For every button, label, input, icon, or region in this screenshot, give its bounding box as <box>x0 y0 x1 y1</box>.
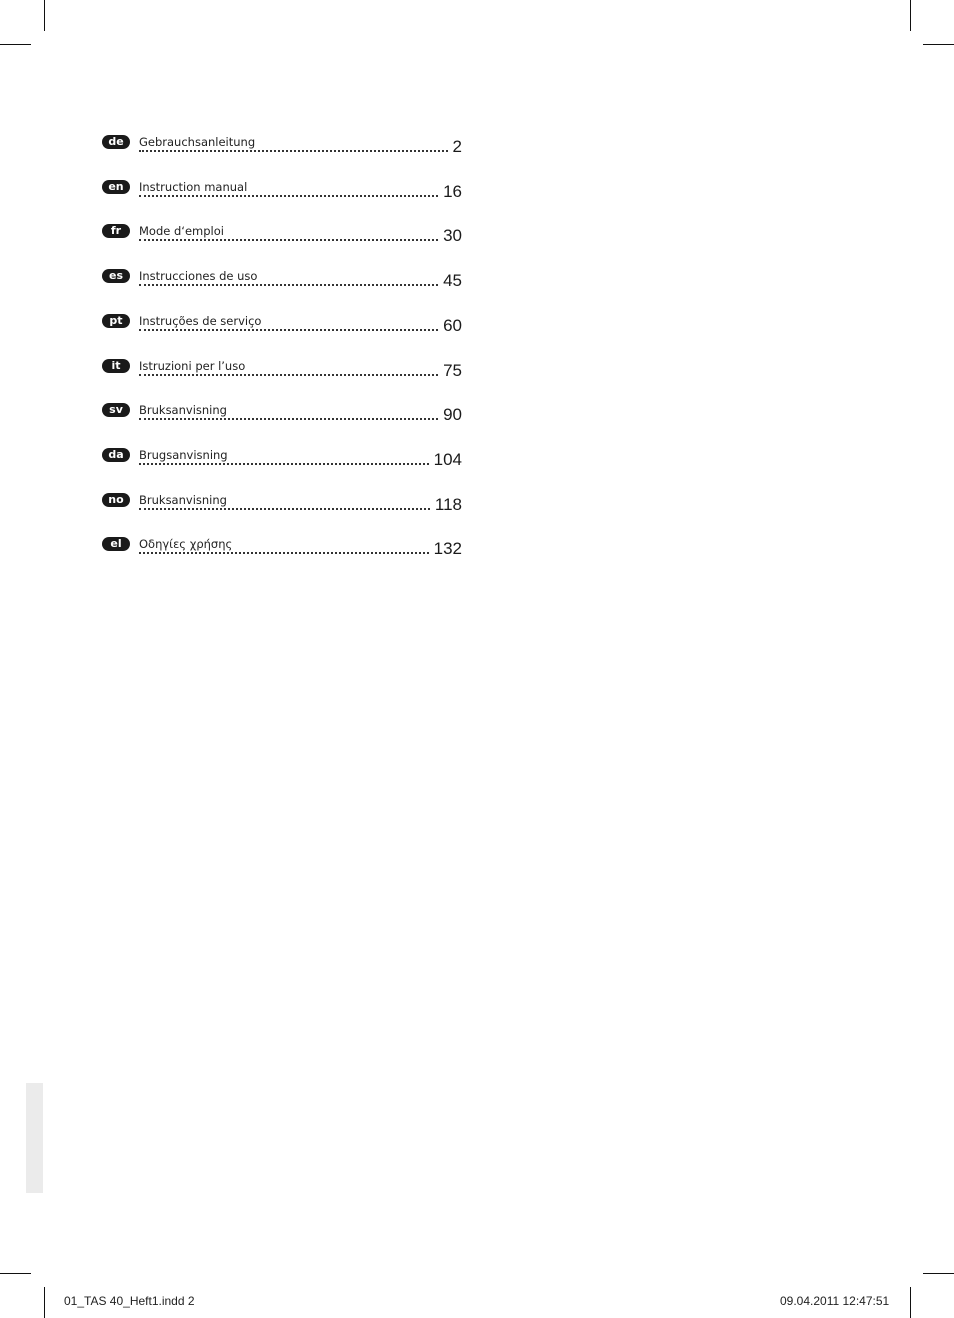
footer-file-info: 01_TAS 40_Heft1.indd 2 <box>64 1294 195 1308</box>
toc-entry-no[interactable] <box>102 490 464 516</box>
toc-page-number: 16 <box>443 182 462 201</box>
footer-date-info: 09.04.2011 12:47:51 <box>780 1294 890 1308</box>
dot-leader <box>139 418 438 420</box>
language-badge: en <box>102 180 130 194</box>
toc-title: Bruksanvisning <box>139 403 227 417</box>
toc-page-number: 2 <box>452 137 462 156</box>
dot-leader <box>139 195 438 197</box>
toc-title: Brugsanvisning <box>139 448 228 462</box>
toc-page-number: 118 <box>434 495 462 514</box>
language-badge: de <box>102 135 130 149</box>
dot-leader <box>139 239 438 241</box>
language-badge: it <box>102 359 130 373</box>
language-badge: pt <box>102 314 130 328</box>
dot-leader <box>139 463 429 465</box>
toc-page-number: 45 <box>443 271 462 290</box>
side-color-bar <box>26 1083 43 1193</box>
crop-mark <box>910 1287 911 1318</box>
toc-entry-pt[interactable] <box>102 311 464 337</box>
dot-leader <box>139 329 438 331</box>
dot-leader <box>139 284 438 286</box>
toc-entry-sv[interactable] <box>102 400 464 426</box>
language-badge: no <box>102 493 130 507</box>
language-badge: fr <box>102 224 130 238</box>
crop-mark <box>923 44 954 45</box>
crop-mark <box>910 0 911 31</box>
toc-entry-el[interactable] <box>102 534 464 560</box>
toc-title: Bruksanvisning <box>139 493 227 507</box>
dot-leader <box>139 150 448 152</box>
toc-entry-fr[interactable] <box>102 221 464 247</box>
toc-page-number: 30 <box>443 226 462 245</box>
language-badge: da <box>102 448 130 462</box>
toc-title: Instruction manual <box>139 180 248 194</box>
crop-mark <box>0 44 31 45</box>
toc-page-number: 132 <box>433 539 462 558</box>
toc-title: Οδηγίες χρήσης <box>139 537 233 551</box>
dot-leader <box>139 508 430 510</box>
toc-title: Gebrauchsanleitung <box>139 135 256 149</box>
toc-entry-da[interactable] <box>102 445 464 471</box>
toc-entry-en[interactable] <box>102 177 464 203</box>
toc-page-number: 75 <box>443 361 462 380</box>
toc-entry-it[interactable] <box>102 356 464 382</box>
toc-entry-es[interactable] <box>102 266 464 292</box>
toc-page-number: 90 <box>443 405 462 424</box>
dot-leader <box>139 374 438 376</box>
crop-mark <box>44 1287 45 1318</box>
language-badge: es <box>102 269 130 283</box>
toc-title: Istruzioni per l’uso <box>139 359 246 373</box>
toc-title: Instrucciones de uso <box>139 269 258 283</box>
toc-title: Mode d‘emploi <box>139 224 224 238</box>
toc-page-number: 104 <box>433 450 462 469</box>
dot-leader <box>139 552 429 554</box>
toc-entry-de[interactable] <box>102 132 464 158</box>
toc-title: Instruções de serviço <box>139 314 262 328</box>
crop-mark <box>923 1273 954 1274</box>
crop-mark <box>44 0 45 31</box>
language-badge: sv <box>102 403 130 417</box>
language-badge: el <box>102 537 130 551</box>
crop-mark <box>0 1273 31 1274</box>
toc-page-number: 60 <box>443 316 462 335</box>
